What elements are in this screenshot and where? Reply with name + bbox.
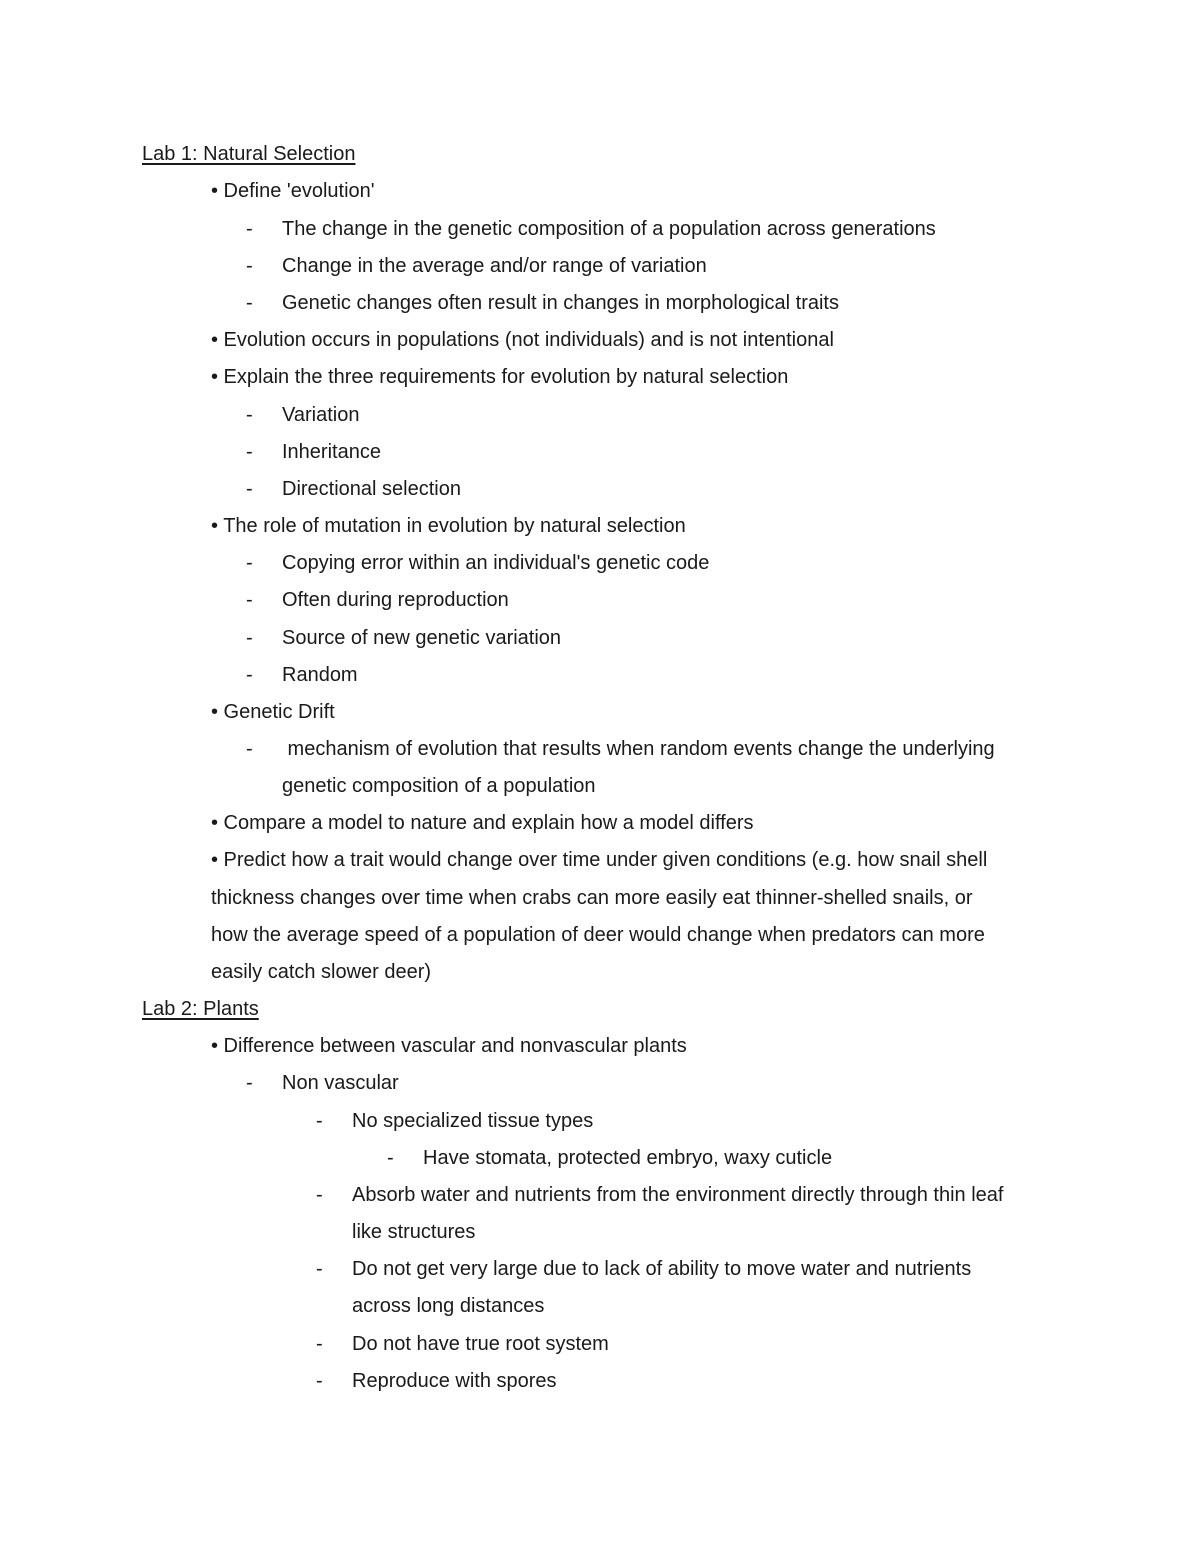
bullet-role-of-mutation: • The role of mutation in evolution by natural selection <box>211 515 686 537</box>
dash-marker: - <box>246 441 253 463</box>
sub-sub-item-continuation: like structures <box>352 1221 476 1243</box>
dash-marker: - <box>246 1072 253 1094</box>
sub-sub-item: Do not have true root system <box>352 1333 609 1355</box>
sub-item: Often during reproduction <box>282 589 509 611</box>
bullet-continuation: easily catch slower deer) <box>211 961 432 983</box>
sub-sub-item: Reproduce with spores <box>352 1370 557 1392</box>
bullet-three-requirements: • Explain the three requirements for evolution by natural selection <box>211 366 789 388</box>
sub-item: The change in the genetic composition of a population across generations <box>282 218 936 240</box>
bullet-genetic-drift: • Genetic Drift <box>211 701 335 723</box>
sub-item: Copying error within an individual's genetic code <box>282 552 710 574</box>
lab1-heading: Lab 1: Natural Selection <box>142 143 356 165</box>
bullet-compare-model: • Compare a model to nature and explain how a model differs <box>211 812 754 834</box>
dash-marker: - <box>246 218 253 240</box>
sub-item-continuation: genetic composition of a population <box>282 775 596 797</box>
dash-marker: - <box>316 1110 323 1132</box>
dash-marker: - <box>246 589 253 611</box>
sub-sub-item: No specialized tissue types <box>352 1110 594 1132</box>
dash-marker: - <box>316 1258 323 1280</box>
dash-marker: - <box>316 1333 323 1355</box>
bullet-define-evolution: • Define 'evolution' <box>211 180 375 202</box>
sub-item: Non vascular <box>282 1072 399 1094</box>
sub-sub-item: Do not get very large due to lack of ability to move water and nutrients <box>352 1258 972 1280</box>
sub-item: mechanism of evolution that results when random events change the underlying <box>282 738 995 760</box>
sub-item: Source of new genetic variation <box>282 627 562 649</box>
dash-marker: - <box>246 255 253 277</box>
bullet-vascular-difference: • Difference between vascular and nonvascular plants <box>211 1035 687 1057</box>
sub-sub-item-continuation: across long distances <box>352 1295 545 1317</box>
dash-marker: - <box>246 478 253 500</box>
sub-item: Variation <box>282 404 360 426</box>
bullet-continuation: how the average speed of a population of deer would change when predators can more <box>211 924 985 946</box>
dash-marker: - <box>246 664 253 686</box>
lab2-heading: Lab 2: Plants <box>142 998 259 1020</box>
sub-item: Inheritance <box>282 441 381 463</box>
sub-sub-sub-item: Have stomata, protected embryo, waxy cuticle <box>423 1147 833 1169</box>
dash-marker: - <box>387 1147 394 1169</box>
bullet-continuation: thickness changes over time when crabs can more easily eat thinner-shelled snails, or <box>211 887 973 909</box>
sub-item: Genetic changes often result in changes in morphological traits <box>282 292 839 314</box>
dash-marker: - <box>246 404 253 426</box>
dash-marker: - <box>316 1370 323 1392</box>
sub-item: Directional selection <box>282 478 461 500</box>
sub-sub-item: Absorb water and nutrients from the environment directly through thin leaf <box>352 1184 1004 1206</box>
dash-marker: - <box>246 292 253 314</box>
sub-item: Change in the average and/or range of variation <box>282 255 707 277</box>
dash-marker: - <box>246 738 253 760</box>
dash-marker: - <box>316 1184 323 1206</box>
sub-item: Random <box>282 664 358 686</box>
dash-marker: - <box>246 627 253 649</box>
bullet-evolution-populations: • Evolution occurs in populations (not individuals) and is not intentional <box>211 329 834 351</box>
dash-marker: - <box>246 552 253 574</box>
bullet-predict-trait: • Predict how a trait would change over time under given conditions (e.g. how snail shell <box>211 849 988 871</box>
